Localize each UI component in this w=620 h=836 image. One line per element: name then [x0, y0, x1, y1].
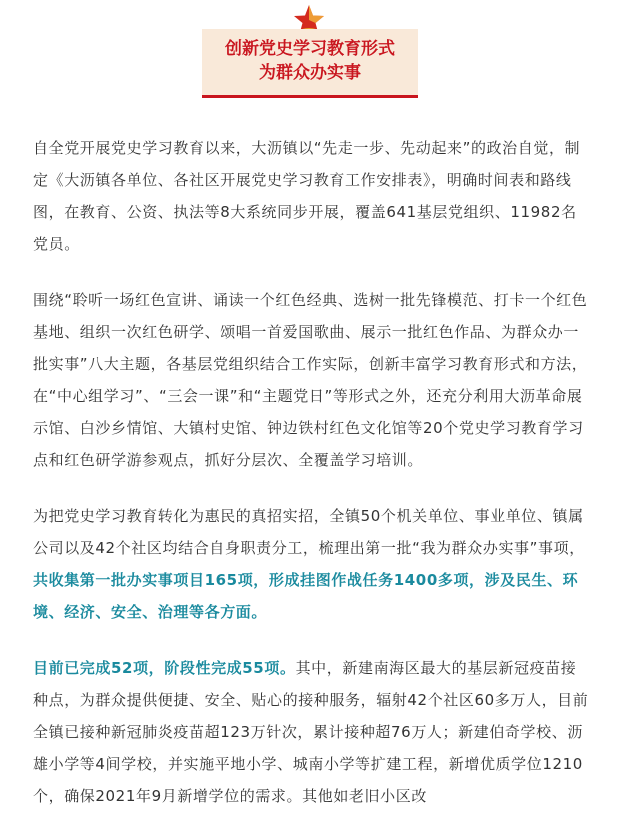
paragraph-4-highlight: 目前已完成52项，阶段性完成55项。: [33, 659, 296, 677]
paragraph-4: [33, 652, 589, 812]
paragraph-3-text: 为把党史学习教育转化为惠民的真招实招，全镇50个机关单位、事业单位、镇属公司以及42个社区均结合自身职责分工，梳理出第一批“我为群众办实事”事项，: [33, 507, 585, 557]
paragraph-1: 自全党开展党史学习教育以来，大沥镇以“先走一步、先动起来”的政治自觉，制定《大沥镇各单位、各社区开展党史学习教育工作安排表》，明确时间表和路线图，在教育、公资、执法等8大系统同步开展，覆盖641基层党组织、11982名党员。: [33, 139, 581, 253]
article-header: [0, 0, 620, 110]
paragraph-4-text: 其中，新建南海区最大的基层新冠疫苗接种点，为群众提供便捷、安全、贴心的接种服务，辐射42个社区60多万人，目前全镇已接种新冠肺炎疫苗超123万针次，累计接种超76万人；新建伯奇学校、沥雄小学等4间学校，并实施平地小学、城南小学等扩建工程，新增优质学位1210个，确保2021年9月新增学位的需求。其他如老旧小区改: [33, 659, 589, 805]
paragraph-2: 围绕“聆听一场红色宣讲、诵读一个红色经典、选树一批先锋模范、打卡一个红色基地、组织一次红色研学、颂唱一首爱国歌曲、展示一批红色作品、为群众办一批实事”八大主题，各基层党组织结合工作实际，创新丰富学习教育形式和方法，在“中心组学习”、“三会一课”和“主题党日”等形式之外，还充分利用大沥革命展示馆、白沙乡情馆、大镇村史馆、钟边铁村红色文化馆等20个党史学习教育学习点和红色研学游参观点，抓好分层次、全覆盖学习培训。: [33, 291, 588, 469]
section-title-box: [202, 29, 418, 98]
section-title-line-1: 创新党史学习教育形式: [225, 39, 395, 59]
section-title-line-2: 为群众办实事: [259, 63, 361, 83]
paragraph-3: [33, 500, 589, 628]
paragraph-3-highlight: 共收集第一批办实事项目165项，形成挂图作战任务1400多项，涉及民生、环境、经济、安全、治理等各方面。: [33, 571, 579, 621]
article-body: [33, 132, 589, 836]
